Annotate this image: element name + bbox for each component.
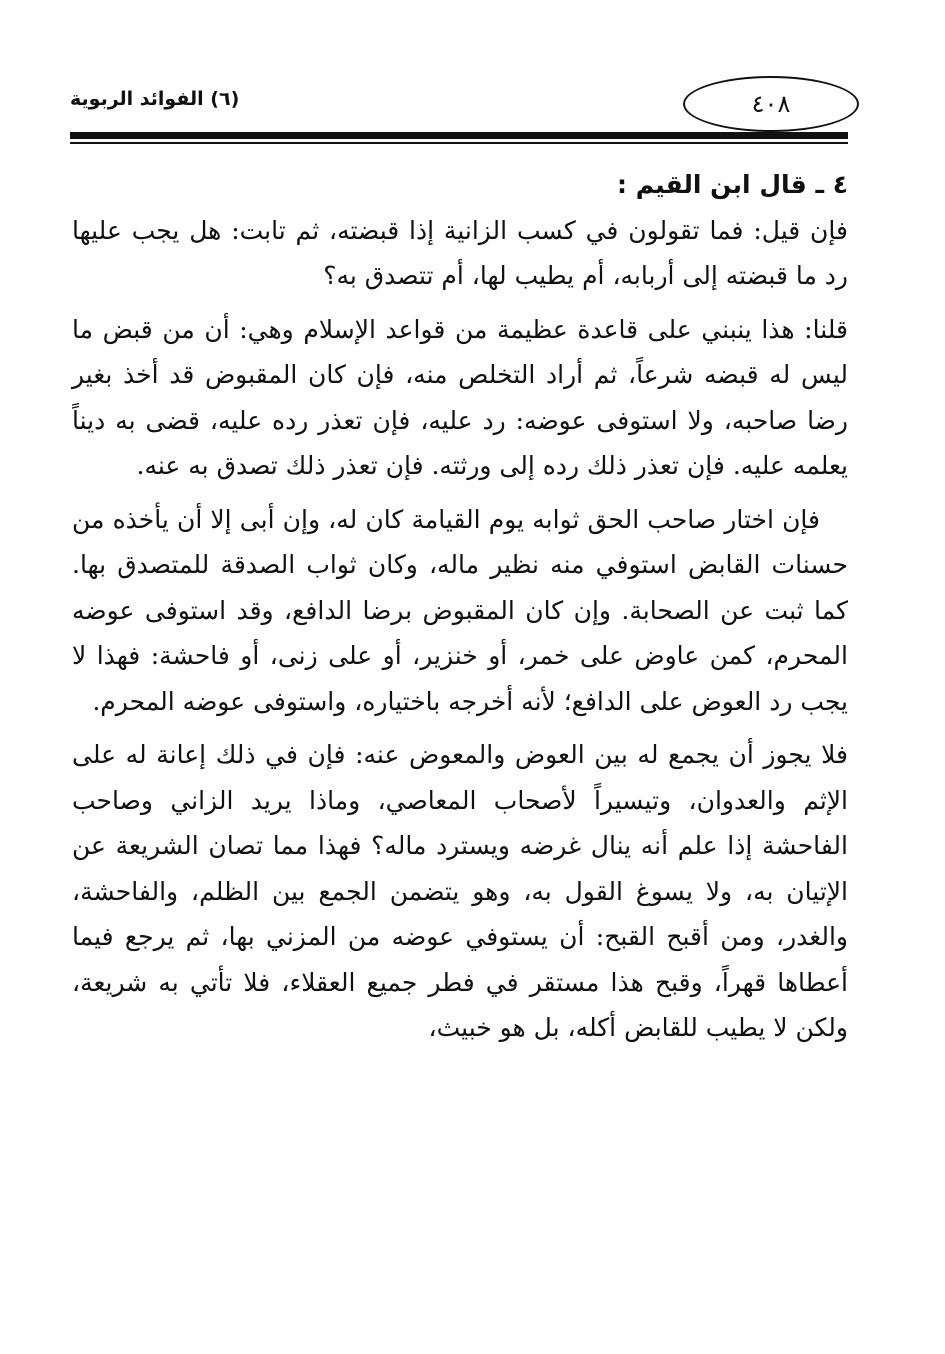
page-number-oval [683,76,859,132]
paragraph-answer: قلنا: هذا ينبني على قاعدة عظيمة من قواعد الإسلام وهي: أن من قبض ما ليس له قبضه شرعاً، ثم أراد التخلص منه، فإن كان المقبوض قد أخذ بغير رضا صاحبه، ولا استوفى عوضه: رد عليه، فإن تعذر رده عليه، قضى به ديناً يعلمه عليه. فإن تعذر ذلك رده إلى ورثته. فإن تعذر ذلك تصدق به عنه. [72,314,848,480]
header-rule-thick [70,132,848,139]
running-title: (٦) الفوائد الربوية [70,88,240,110]
section-heading: ٤ ـ قال ابن القيم : [617,170,848,199]
page-header [70,70,848,150]
header-rule-thin [70,142,848,144]
paragraph-choice: فإن اختار صاحب الحق ثوابه يوم القيامة كان له، وإن أبى إلا أن يأخذه من حسنات القابض استوفي منه نظير ماله، وكان ثواب الصدقة للمتصدق بها. كما ثبت عن الصحابة. وإن كان المقبوض برضا الدافع، وقد استوفى عوضه المحرم، كمن عاوض على خمر، أو خنزير، أو على زنى، أو فاحشة: فهذا لا يجب رد العوض على الدافع؛ لأنه أخرجه باختياره، واستوفى عوضه المحرم. [72,504,848,716]
body-text [72,162,848,1059]
page-number: ٤٠٨ [751,90,791,118]
paragraph-prohibition: فلا يجوز أن يجمع له بين العوض والمعوض عنه: فإن في ذلك إعانة له على الإثم والعدوان، وتيسيراً لأصحاب المعاصي، وماذا يريد الزاني وصاحب الفاحشة إذا علم أنه ينال غرضه ويسترد ماله؟ فهذا مما تصان الشريعة عن الإتيان به، ولا يسوغ القول به، وهو يتضمن الجمع بين الظلم، والفاحشة، والغدر، ومن أقبح القبح: أن يستوفي عوضه من المزني بها، ثم يرجع فيما أعطاها قهراً، وقبح هذا مستقر في فطر جميع العقلاء، فلا تأتي به شريعة، ولكن لا يطيب للقابض أكله، بل هو خبيث، [72,740,848,1042]
paragraph-question: فإن قيل: فما تقولون في كسب الزانية إذا قبضته، ثم تابت: هل يجب عليها رد ما قبضته إلى أربابه، أم يطيب لها، أم تتصدق به؟ [72,215,848,290]
